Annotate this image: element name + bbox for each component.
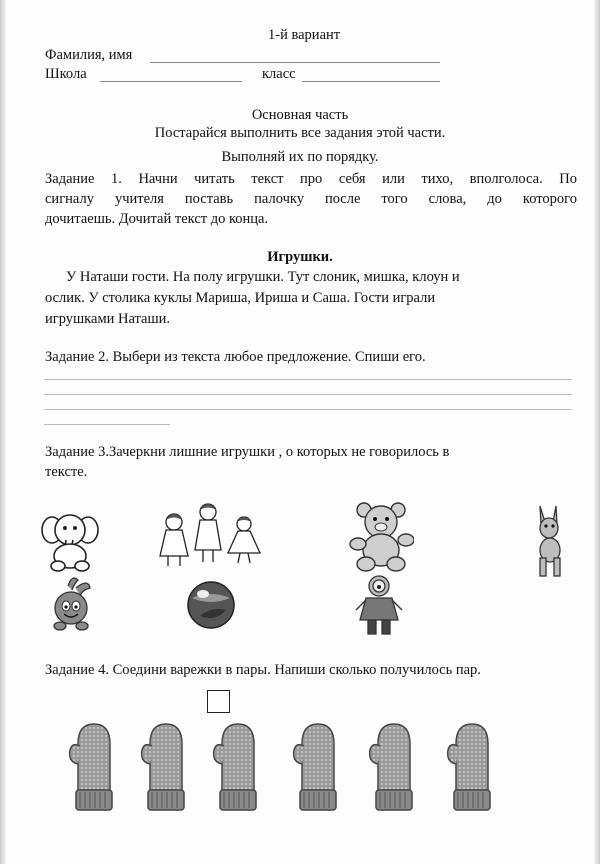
smesharik-toy-icon[interactable] bbox=[46, 576, 96, 632]
task1-line-3: дочитаешь. Дочитай текст до конца. bbox=[45, 211, 269, 227]
surname-label: Фамилия, имя bbox=[45, 47, 133, 63]
class-label: класс bbox=[262, 66, 296, 82]
intro-line-2: Выполняй их по порядку. bbox=[221, 149, 379, 165]
mitten-4[interactable] bbox=[294, 724, 336, 810]
section-title: Основная часть bbox=[251, 107, 349, 123]
school-line[interactable] bbox=[100, 81, 242, 82]
class-line[interactable] bbox=[302, 81, 440, 82]
story-line-1: У Наташи гости. На полу игрушки. Тут слоник, мишка, клоун и bbox=[66, 269, 460, 285]
task2-text: Задание 2. Выбери из текста любое предложение. Спиши его. bbox=[45, 349, 426, 365]
mitten-5[interactable] bbox=[370, 724, 412, 810]
story-title: Игрушки. bbox=[267, 249, 333, 265]
story-line-3: игрушками Наташи. bbox=[45, 311, 171, 327]
task1-line-1: Задание 1. Начни читать текст про себя или тихо, вполголоса. По bbox=[45, 171, 577, 187]
answer-line-3[interactable] bbox=[44, 409, 572, 410]
mitten-2[interactable] bbox=[142, 724, 184, 810]
mitten-3[interactable] bbox=[214, 724, 256, 810]
dolls-icon[interactable] bbox=[156, 500, 268, 572]
donkey-toy-icon[interactable] bbox=[530, 504, 570, 578]
task3-line-2: тексте. bbox=[45, 464, 88, 480]
mitten-1[interactable] bbox=[70, 724, 112, 810]
task3-line-1: Задание 3.Зачеркни лишние игрушки , о которых не говорилось в bbox=[45, 444, 450, 460]
clown-toy-icon[interactable] bbox=[352, 574, 406, 636]
task4-text: Задание 4. Соедини варежки в пары. Напиши сколько получилось пар. bbox=[45, 662, 481, 678]
answer-line-4[interactable] bbox=[44, 424, 170, 425]
intro-line-1: Постарайся выполнить все задания этой части. bbox=[154, 125, 446, 141]
mittens-row bbox=[60, 722, 560, 814]
answer-box[interactable] bbox=[207, 690, 230, 713]
answer-line-2[interactable] bbox=[44, 394, 572, 395]
surname-line[interactable] bbox=[150, 62, 440, 63]
story-line-2: ослик. У столика куклы Мариша, Ириша и Саша. Гости играли bbox=[45, 290, 436, 306]
task1-line-2: сигналу учителя поставь палочку после того слова, до которого bbox=[45, 191, 577, 207]
elephant-toy-icon[interactable] bbox=[40, 508, 100, 574]
answer-line-1[interactable] bbox=[44, 379, 572, 380]
teddy-bear-icon[interactable] bbox=[348, 500, 414, 572]
ball-toy-icon[interactable] bbox=[186, 580, 236, 630]
variant-label: 1-й вариант bbox=[268, 27, 341, 43]
mitten-6[interactable] bbox=[448, 724, 490, 810]
school-label: Школа bbox=[45, 66, 87, 82]
